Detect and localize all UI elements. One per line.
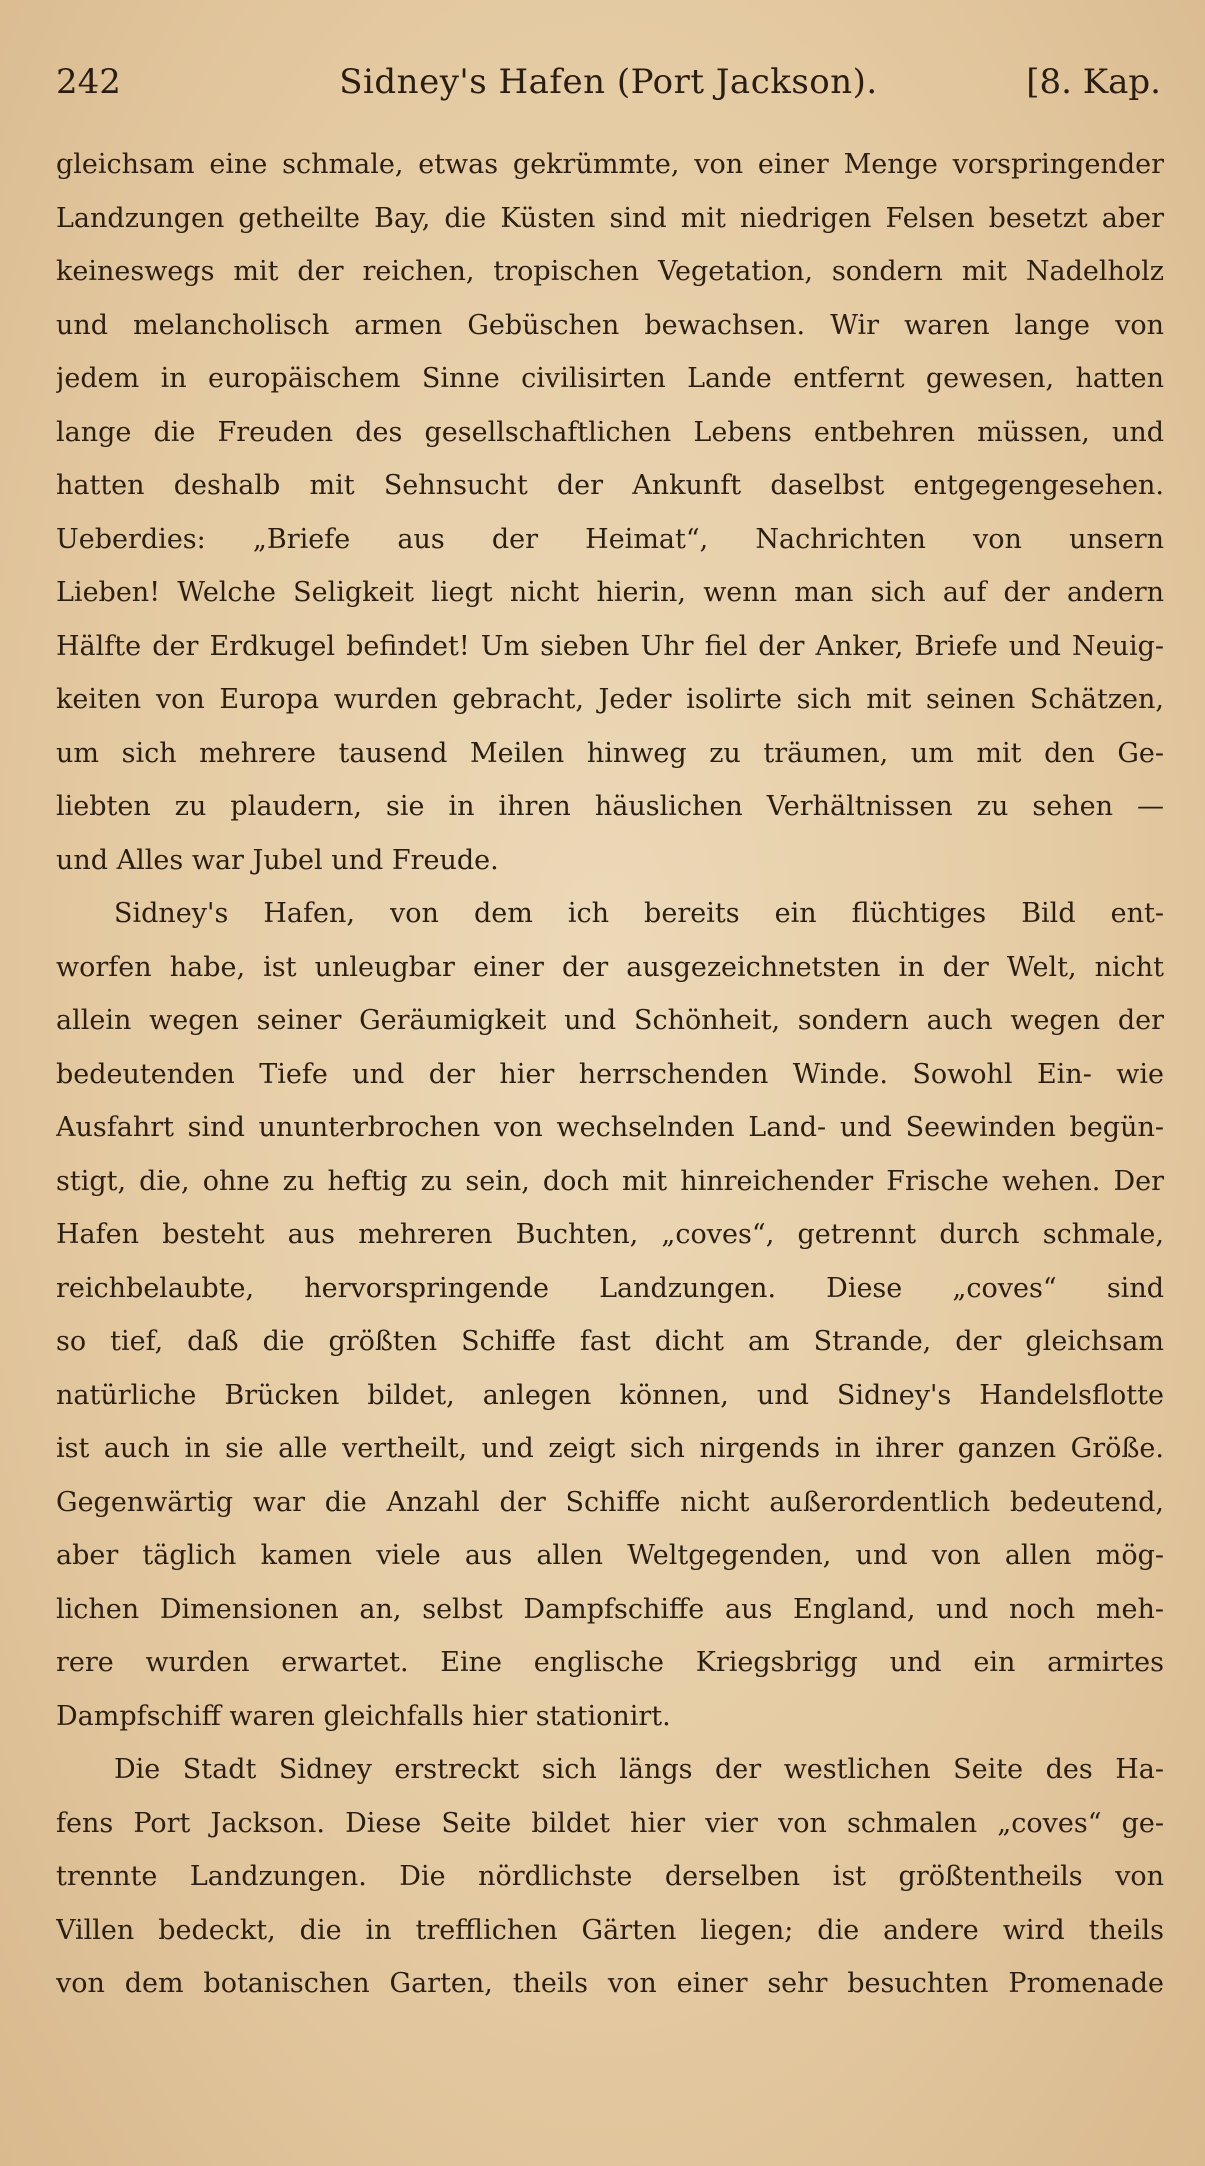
text-line: stigt, die, ohne zu heftig zu sein, doch mit hinreichender Frische wehen. Der bbox=[56, 1165, 1164, 1197]
text-line: fens Port Jackson. Diese Seite bildet hier vier von schmalen „coves“ ge- bbox=[56, 1807, 1164, 1839]
text-line: liebten zu plaudern, sie in ihren häuslichen Verhältnissen zu sehen — bbox=[56, 791, 1164, 822]
text-line: von dem botanischen Garten, theils von einer sehr besuchten Promenade bbox=[56, 1968, 1164, 1999]
text-line: allein wegen seiner Geräumigkeit und Schönheit, sondern auch wegen der bbox=[56, 1005, 1164, 1036]
text-line: ist auch in sie alle vertheilt, und zeigt sich nirgends in ihrer ganzen Größe. bbox=[56, 1433, 1164, 1464]
text-line: Ausfahrt sind ununterbrochen von wechselnden Land- und Seewinden begün- bbox=[56, 1112, 1164, 1143]
text-line: trennte Landzungen. Die nördlichste derselben ist größtentheils von bbox=[56, 1861, 1164, 1892]
text-line: keiten von Europa wurden gebracht, Jeder isolirte sich mit seinen Schätzen, bbox=[56, 684, 1164, 715]
text-line: worfen habe, ist unleugbar einer der ausgezeichnetsten in der Welt, nicht bbox=[56, 951, 1164, 983]
text-line: bedeutenden Tiefe und der hier herrschenden Winde. Sowohl Ein- wie bbox=[56, 1058, 1164, 1090]
text-line: Sidney's Hafen, von dem ich bereits ein flüchtiges Bild ent- bbox=[114, 898, 1164, 929]
page-header bbox=[56, 58, 1161, 106]
text-line: Landzungen getheilte Bay, die Küsten sind mit niedrigen Felsen besetzt aber bbox=[56, 202, 1164, 234]
body-text bbox=[56, 138, 1164, 2011]
text-line: Ueberdies: „Briefe aus der Heimat“, Nachrichten von unsern bbox=[56, 523, 1164, 555]
text-line: natürliche Brücken bildet, anlegen können, und Sidney's Handelsflotte bbox=[56, 1379, 1164, 1411]
running-title: Sidney's Hafen (Port Jackson). bbox=[339, 62, 878, 102]
text-line: gleichsam eine schmale, etwas gekrümmte, von einer Menge vorspringender bbox=[56, 149, 1164, 180]
text-line: Villen bedeckt, die in trefflichen Gärten liegen; die andere wird theils bbox=[56, 1914, 1164, 1946]
text-line: Die Stadt Sidney erstreckt sich längs der westlichen Seite des Ha- bbox=[114, 1754, 1164, 1785]
text-line: um sich mehrere tausend Meilen hinweg zu träumen, um mit den Ge- bbox=[56, 737, 1164, 769]
chapter-marker: [8. Kap. bbox=[1026, 62, 1161, 102]
text-line: keineswegs mit der reichen, tropischen Vegetation, sondern mit Nadelholz bbox=[56, 256, 1164, 287]
text-line: rere wurden erwartet. Eine englische Kriegsbrigg und ein armirtes bbox=[56, 1647, 1164, 1678]
text-line: Gegenwärtig war die Anzahl der Schiffe nicht außerordentlich bedeutend, bbox=[56, 1486, 1164, 1518]
text-line: hatten deshalb mit Sehnsucht der Ankunft daselbst entgegengesehen. bbox=[56, 470, 1164, 501]
text-line: reichbelaubte, hervorspringende Landzungen. Diese „coves“ sind bbox=[56, 1272, 1164, 1304]
text-line: lange die Freuden des gesellschaftlichen Lebens entbehren müssen, und bbox=[56, 416, 1164, 448]
text-line: aber täglich kamen viele aus allen Weltgegenden, und von allen mög- bbox=[56, 1540, 1164, 1571]
text-line: jedem in europäischem Sinne civilisirten Lande entfernt gewesen, hatten bbox=[56, 363, 1164, 394]
text-line: und Alles war Jubel und Freude. bbox=[56, 844, 499, 876]
text-line: Dampfschiff waren gleichfalls hier stationirt. bbox=[56, 1700, 671, 1732]
text-line: Hafen besteht aus mehreren Buchten, „coves“, getrennt durch schmale, bbox=[56, 1219, 1164, 1250]
text-line: lichen Dimensionen an, selbst Dampfschiffe aus England, und noch meh- bbox=[56, 1593, 1164, 1625]
text-line: und melancholisch armen Gebüschen bewachsen. Wir waren lange von bbox=[56, 309, 1164, 341]
page-number: 242 bbox=[56, 62, 121, 102]
text-line: Hälfte der Erdkugel befindet! Um sieben Uhr fiel der Anker, Briefe und Neuig- bbox=[56, 630, 1164, 662]
text-line: so tief, daß die größten Schiffe fast dicht am Strande, der gleichsam bbox=[56, 1326, 1164, 1357]
text-line: Lieben! Welche Seligkeit liegt nicht hierin, wenn man sich auf der andern bbox=[56, 577, 1164, 608]
